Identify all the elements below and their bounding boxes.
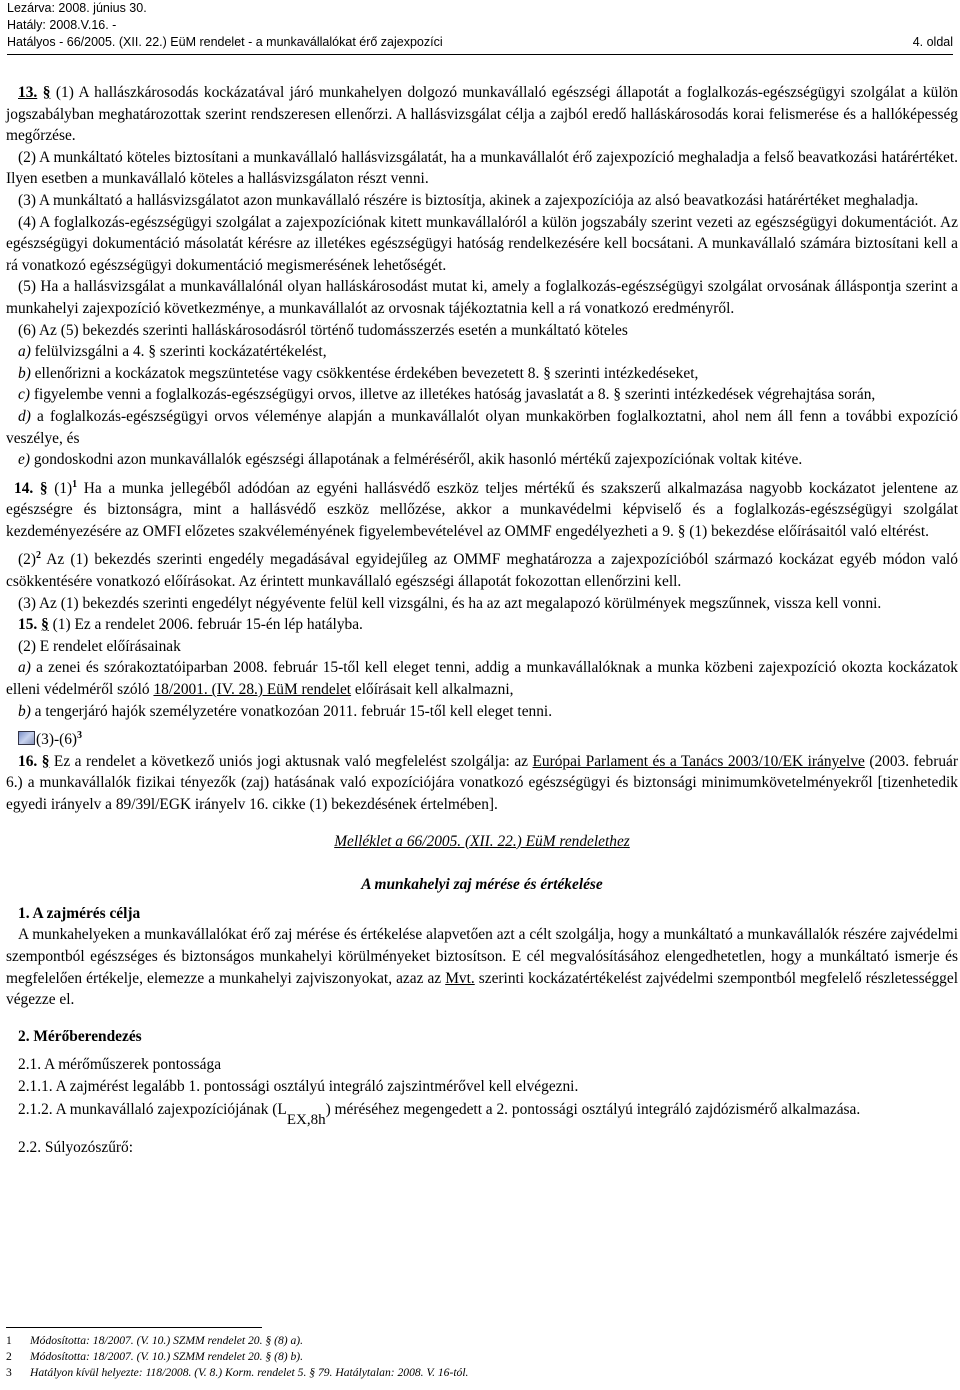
list-item-a — [6, 341, 958, 363]
list-marker: e) — [18, 451, 30, 469]
annex-para-1 — [6, 924, 958, 1010]
subscript: EX,8h — [286, 1111, 326, 1128]
section-16-number: 16. — [18, 752, 38, 770]
document-title: Hatályos - 66/2005. (XII. 22.) EüM rendelet - a munkavállalókat érő zajexpozíci — [7, 35, 443, 49]
section-14-number: 14. — [14, 479, 34, 497]
page-number: 4. oldal — [912, 35, 953, 49]
spacer — [6, 1011, 958, 1026]
section-14-para-3: (3) Az (1) bekezdés szerinti engedélyt négyévente felül kell vizsgálni, és ha az azt megalapozó körülmények megszűnnek, vissza kell vonni. — [18, 594, 882, 612]
section-13-para-6: (6) Az (5) bekezdés szerinti halláskárosodásról történő tudomásszerzés esetén a munkáltató köteles — [18, 321, 628, 339]
footnote — [6, 1333, 906, 1349]
section-15-item-a — [6, 657, 958, 700]
list-text: a foglalkozás-egészségügyi orvos véleménye alapján a munkavállalót olyan munkakörben foglalkoztatni, ahol nem áll fenn a további expozíció veszélye, és — [6, 407, 958, 447]
footnote-text: Módosította: 18/2007. (V. 10.) SZMM rendelet 20. § (8) a). — [30, 1334, 304, 1347]
section-14-para-1 — [6, 478, 958, 543]
closing-date: Lezárva: 2008. június 30. — [7, 1, 147, 15]
heading-meroberendezes: 2. Mérőberendezés — [18, 1027, 142, 1045]
list-text: gondoskodni azon munkavállalók egészségi állapotának a felméréséről, akik hasonló mértékű zajexpozíciónak voltak kitéve. — [29, 451, 803, 469]
section-14-text-1: Ha a munka jellegéből adódóan az egyéni hallásvédő eszköz teljes mértékű és szakszerű alkalmazása nagyobb kockázatot jelentene az egészségre és biztonságra, mint a hallásvédő eszköz mellőzése, akkor a munkavédelmi képviselő és a foglalkozás-egészségügyi szolgálat kezdeményezésére az OMFI előzetes szakvéleményének figyelembevételével az OMMF engedélyezheti a 9. § (1) bekezdése előírásaitól való eltérést. — [6, 479, 958, 540]
annex-text: szerinti kockázatértékelést zajvédelmi szempontból megfelelő részletességgel végezze el. — [6, 969, 958, 1009]
spacer — [6, 852, 958, 874]
item-2-1: 2.1. A mérőműszerek pontossága — [18, 1056, 222, 1074]
spacer — [6, 1122, 958, 1137]
para-label: (1) — [47, 479, 73, 497]
footnote-ref-2[interactable]: 2 — [35, 550, 41, 562]
section-16-symbol[interactable]: § — [41, 752, 50, 770]
list-text: a tengerjáró hajók személyzetére vonatkozóan 2011. február 15-től kell eleget tenni. — [30, 702, 553, 720]
heading-zajmeres-celja: 1. A zajmérés célja — [18, 904, 141, 922]
list-marker: a) — [18, 659, 31, 677]
section-15-para-1 — [6, 614, 958, 636]
document-icon[interactable] — [18, 731, 35, 745]
section-15-para-2: (2) E rendelet előírásainak — [18, 637, 181, 655]
footnote — [6, 1349, 906, 1365]
section-14-text-2: Az (1) bekezdés szerinti engedély megadásával egyidejűleg az OMMF meghatározza a zajexpozícióból származó kockázat egyéb módon való csökkentésére vonatkozó előírásokat. Az érintett munkavállaló egészségi állapotát fokozottan ellenőrzini kell. — [6, 551, 958, 591]
footnote-number: 3 — [6, 1366, 12, 1379]
section-16-text: (2003. február 6.) a munkavállalók fizikai tényezők (zaj) hatásának való expozíciójára vonatkozó egészségügyi és biztonsági minimumkövetelményekről [tizenhetedik egyedi irányelv a 89/39l/EGK irányelv 16. cikke (1) bekezdésének értelmében]. — [6, 752, 958, 813]
spacer — [6, 896, 958, 903]
annex-text: 2.1.2. A munkavállaló zajexpozíciójának (L — [18, 1100, 287, 1118]
list-marker: b) — [18, 702, 31, 720]
section-16-para — [6, 751, 958, 816]
spacer — [6, 1047, 958, 1054]
section-13-para-3: (3) A munkáltató a hallásvizsgálatot azon munkavállaló részére is biztosítja, akinek a zajexpozíciója az alsó beavatkozási határértéket meghaladja. — [18, 191, 919, 209]
directive-link[interactable]: Európai Parlament és a Tanács 2003/10/EK irányelve — [532, 752, 865, 770]
para-label: (2) — [18, 551, 36, 569]
effective-date: Hatály: 2008.V.16. - — [7, 18, 117, 32]
spacer — [6, 722, 958, 729]
item-2-1-1: 2.1.1. A zajmérést legalább 1. pontossági osztályú integráló zajszintmérővel kell elvégezni. — [18, 1077, 579, 1095]
footnote — [6, 1365, 906, 1381]
footnote-text: Hatályon kívül helyezte: 118/2008. (V. 8.) Korm. rendelet 5. § 79. Hatálytalan: 2008. V. 16-tól. — [30, 1366, 469, 1379]
spacer — [6, 542, 958, 549]
list-marker: d) — [18, 407, 31, 425]
list-marker: b) — [18, 364, 31, 382]
item-2-2: 2.2. Súlyozószűrő: — [18, 1138, 133, 1156]
section-13-para-4: (4) A foglalkozás-egészségügyi szolgálat a zajexpozíciónak kitett munkavállalóról a külön jogszabály szerint vezeti az egészségügyi dokumentációt. Az egészségügyi dokumentáció másolatát kérésre az illetékes egészségügyi hatóság rendelkezésére kell bocsátani. A munkavállaló számára biztosítani kell a rá vonatkozó egészségügyi dokumentáció megismerésének lehetőségét. — [6, 213, 958, 274]
para-label: (3)-(6) — [36, 731, 78, 749]
footnote-text: Módosította: 18/2007. (V. 10.) SZMM rendelet 20. § (8) b). — [30, 1350, 304, 1363]
footnote-ref-1[interactable]: 1 — [72, 478, 78, 490]
section-15-symbol[interactable]: § — [41, 616, 49, 634]
annex-subtitle: A munkahelyi zaj mérése és értékelése — [361, 876, 603, 894]
list-text: figyelembe venni a foglalkozás-egészségügyi orvos, illetve az illetékes hatóság javaslatát a 8. § szerinti intézkedések végrehajtása során, — [29, 386, 876, 404]
footnotes — [6, 1333, 906, 1381]
list-marker: a) — [18, 343, 31, 361]
section-16-text: Ez a rendelet a következő uniós jogi aktusnak való megfelelést szolgálja: az — [49, 752, 533, 770]
list-text: felülvizsgálni a 4. § szerinti kockázatértékelést, — [30, 343, 327, 361]
section-13-para-1 — [6, 82, 958, 147]
section-13-symbol[interactable]: § — [42, 84, 51, 101]
footnote-ref-3[interactable]: 3 — [77, 730, 83, 742]
footnote-number: 2 — [6, 1350, 12, 1363]
header-divider — [7, 54, 953, 55]
item-2-1-2 — [6, 1098, 958, 1128]
list-marker: c) — [18, 386, 30, 404]
spacer — [6, 471, 958, 478]
list-item-c — [6, 384, 958, 406]
list-text: előírásait kell alkalmazni, — [351, 681, 514, 699]
footnote-divider — [6, 1327, 262, 1328]
section-15-text-1: (1) Ez a rendelet 2006. február 15-én lép hatályba. — [48, 616, 363, 634]
spacer — [6, 816, 958, 831]
annex-title[interactable]: Melléklet a 66/2005. (XII. 22.) EüM rendelethez — [334, 832, 630, 850]
annex-text: ) méréséhez megengedett a 2. pontossági osztályú integráló zajdózismérő alkalmazása. — [325, 1100, 861, 1118]
section-13-para-2: (2) A munkáltató köteles biztosítani a munkavállaló hallásvizsgálatát, ha a munkavállalót érő zajexpozíció meghaladja a felső beavatkozási határértéket. Ilyen esetben a munkavállaló köteles a hallásvizsgálaton részt venni. — [6, 148, 958, 188]
section-14-para-2 — [6, 549, 958, 592]
section-13-para-5: (5) Ha a hallásvizsgálat a munkavállalónál olyan halláskárosodást mutat ki, amely a foglalkozás-egészségügyi szolgálat orvosának álláspontja szerint a munkahelyi zajexpozíció következménye, a munkavállalót az orvosnak tájékoztatnia kell a rá vonatkozó eredményről. — [6, 278, 958, 317]
list-item-d — [6, 406, 958, 449]
regulation-link[interactable]: 18/2001. (IV. 28.) EüM rendelet — [153, 681, 352, 699]
list-text: ellenőrizni a kockázatok megszüntetése vagy csökkentése érdekében bevezetett 8. § szerinti intézkedéseket, — [30, 364, 699, 382]
section-13-number[interactable]: 13. — [18, 84, 38, 101]
list-text: a zenei és szórakoztatóiparban 2008. február 15-től kell eleget tenni, addig a munkavállalóknak a munka közbeni zajexpozíció okozta kockázatok elleni védelméről szóló — [6, 659, 958, 699]
list-item-e — [6, 449, 958, 471]
section-15-para-3 — [6, 729, 958, 751]
document-body — [6, 82, 958, 1158]
section-15-number: 15. — [18, 616, 38, 634]
footnote-number: 1 — [6, 1334, 12, 1347]
section-13-text-1: (1) A hallászkárosodás kockázatával járó munkahelyen dolgozó munkavállaló egészségi állapotát a foglalkozás-egészségügyi szolgálat a külön jogszabályban meghatározottak szerint rendszeresen ellenőrzi. A hallásvizsgálat célja a zajból eredő halláskárosodás korai felismerése és a hallóképesség megőrzése. — [6, 84, 958, 145]
section-15-item-b — [6, 701, 958, 723]
section-14-symbol[interactable]: § — [39, 479, 48, 497]
annex-text: A munkahelyeken a munkavállalókat érő zaj mérése és értékelése alapvetően azt a célt szolgálja, hogy a munkáltató a munkavállalók részére zajvédelmi szempontból egészséges és biztonságos munkahelyi körülményeket biztosítson. E cél megvalósításához elengedhetetlen, hogy a munkáltató ismerje és megfelelően értékelje, elemezze a munkahelyi zajviszonyokat, azaz az — [6, 926, 958, 987]
mvt-link[interactable]: Mvt. — [445, 969, 475, 987]
list-item-b — [6, 363, 958, 385]
page-header — [7, 0, 953, 51]
